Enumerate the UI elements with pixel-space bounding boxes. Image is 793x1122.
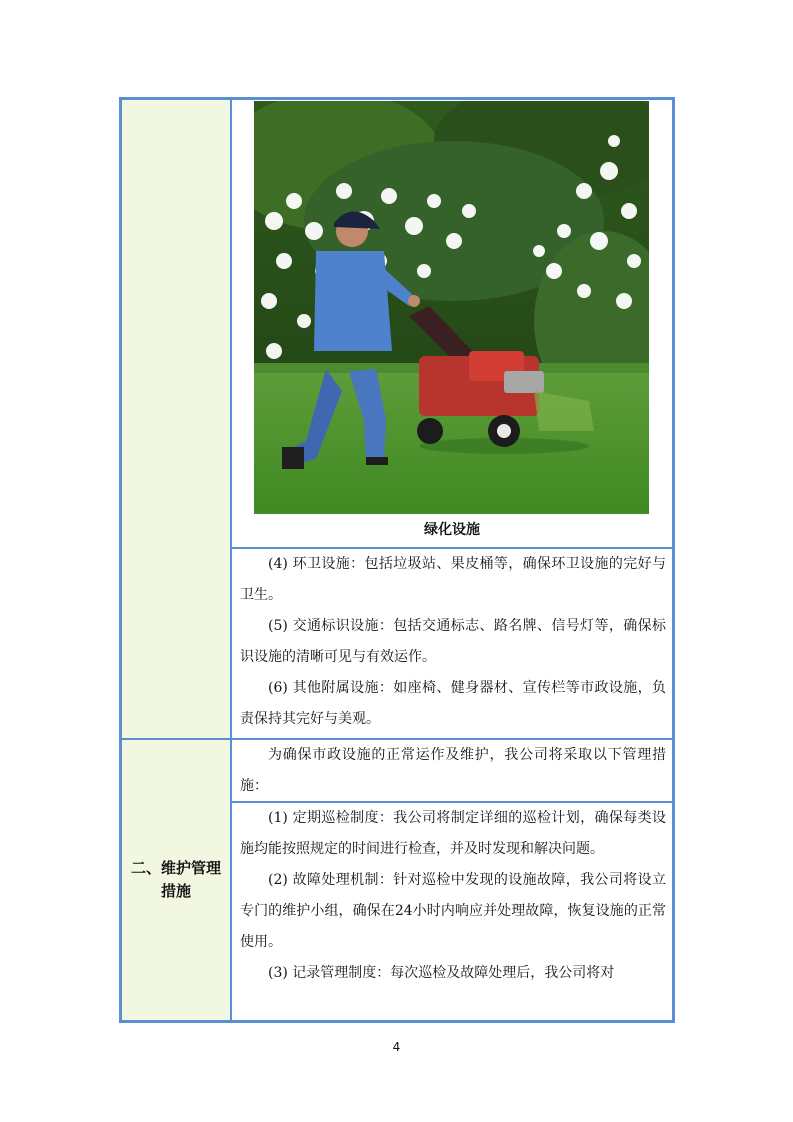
page-number: 4 bbox=[392, 1040, 401, 1054]
left-cell-section-2 bbox=[122, 740, 230, 1020]
measures-list bbox=[240, 803, 666, 989]
paragraph: (3) 记录管理制度：每次巡检及故障处理后，我公司将对 bbox=[268, 965, 615, 981]
facilities-list bbox=[240, 549, 666, 735]
document-table bbox=[119, 97, 675, 1023]
paragraph: (1) 定期巡检制度：我公司将制定详细的巡检计划，确保每类设施均能按照规定的时间进行检查，并及时发现和解决问题。 bbox=[240, 810, 666, 857]
left-cell-continued bbox=[122, 100, 230, 738]
figure-caption: 绿化设施 bbox=[424, 522, 480, 538]
section-2-label: 二、维护管理措施 bbox=[130, 859, 221, 900]
section-2-intro bbox=[240, 740, 666, 802]
paragraph: (6) 其他附属设施：如座椅、健身器材、宣传栏等市政设施，负责保持其完好与美观。 bbox=[240, 680, 666, 727]
paragraph: (4) 环卫设施：包括垃圾站、果皮桶等，确保环卫设施的完好与卫生。 bbox=[240, 556, 666, 603]
paragraph: 为确保市政设施的正常运作及维护，我公司将采取以下管理措施： bbox=[240, 747, 666, 794]
lawn-mowing-photo bbox=[254, 101, 649, 514]
paragraph: (5) 交通标识设施：包括交通标志、路名牌、信号灯等，确保标识设施的清晰可见与有效运作。 bbox=[240, 618, 666, 665]
table-left-column bbox=[122, 100, 232, 1020]
paragraph: (2) 故障处理机制：针对巡检中发现的设施故障，我公司将设立专门的维护小组，确保在24小时内响应并处理故障，恢复设施的正常使用。 bbox=[240, 872, 666, 950]
table-right-column bbox=[232, 100, 672, 1020]
